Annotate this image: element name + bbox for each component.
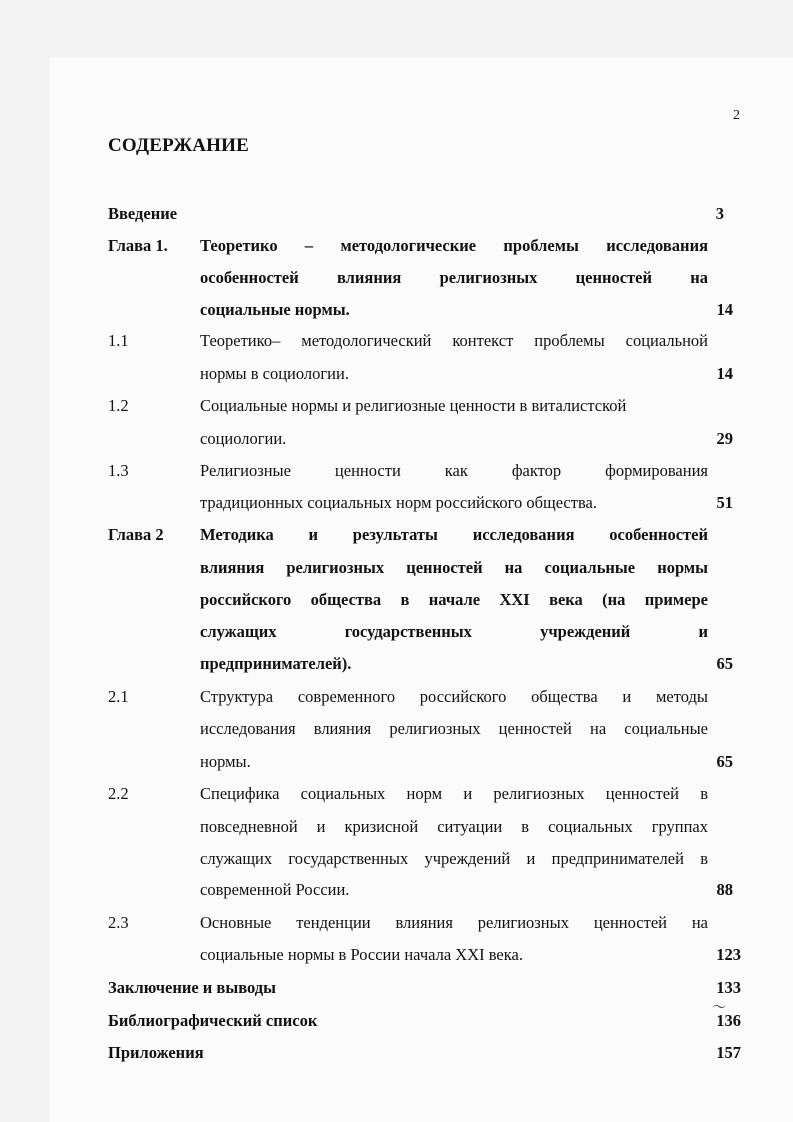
- toc-line: Социальные нормы и религиозные ценности в виталистской: [200, 396, 627, 415]
- toc-line: Теоретико– методологический контекст проблемы социальной: [200, 331, 708, 350]
- toc-line: Основные тенденции влияния религиозных ценностей на: [200, 913, 708, 932]
- toc-line: современной России.: [200, 880, 350, 899]
- handwritten-mark-icon: 〜: [712, 1001, 726, 1016]
- toc-line: особенностей влияния религиозных ценностей на: [200, 268, 708, 287]
- toc-label: Глава 1.: [108, 236, 168, 255]
- toc-page: 136: [716, 1011, 741, 1030]
- toc-line: Религиозные ценности как фактор формирования: [200, 461, 708, 480]
- toc-page: 157: [716, 1043, 741, 1062]
- toc-line: исследования влияния религиозных ценностей на социальные: [200, 719, 708, 738]
- toc-label: 1.3: [108, 461, 129, 480]
- toc-page: 14: [716, 300, 733, 319]
- toc-label: 1.1: [108, 331, 129, 350]
- toc-line: влияния религиозных ценностей на социальные нормы: [200, 558, 708, 577]
- toc-line: нормы в социологии.: [200, 364, 349, 383]
- toc-label: Приложения: [108, 1043, 204, 1062]
- toc-line: Теоретико – методологические проблемы исследования: [200, 236, 708, 255]
- toc-line: служащих государственных учреждений и предпринимателей в: [200, 849, 708, 868]
- page-title: СОДЕРЖАНИЕ: [108, 135, 249, 156]
- toc-line: нормы.: [200, 752, 251, 771]
- toc-page: 51: [716, 493, 733, 512]
- toc-page: 29: [716, 429, 733, 448]
- toc-line: Методика и результаты исследования особенностей: [200, 525, 708, 544]
- toc-page: 65: [716, 752, 733, 771]
- toc-line: социальные нормы.: [200, 300, 350, 319]
- toc-line: предпринимателей).: [200, 654, 352, 673]
- toc-line: повседневной и кризисной ситуации в социальных группах: [200, 817, 708, 836]
- toc-label: 2.2: [108, 784, 129, 803]
- toc-line: социальные нормы в России начала XXI века.: [200, 945, 523, 964]
- toc-label: 2.3: [108, 913, 129, 932]
- toc-page: 14: [716, 364, 733, 383]
- toc-page: 65: [716, 654, 733, 673]
- toc-line: традиционных социальных норм российского общества.: [200, 493, 597, 512]
- toc-label: 1.2: [108, 396, 129, 415]
- toc-page: 123: [716, 945, 741, 964]
- toc-line: российского общества в начале XXI века (на примере: [200, 590, 708, 609]
- toc-page: 133: [716, 978, 741, 997]
- toc-line: социологии.: [200, 429, 287, 448]
- toc-line: Специфика социальных норм и религиозных ценностей в: [200, 784, 708, 803]
- toc-label: Введение: [108, 204, 178, 223]
- toc-line: служащих государственных учреждений и: [200, 622, 708, 641]
- toc-label: Глава 2: [108, 525, 164, 544]
- toc-label: Заключение и выводы: [108, 978, 277, 997]
- toc-line: Структура современного российского общества и методы: [200, 687, 708, 706]
- toc-page: 3: [715, 204, 724, 223]
- toc-label: Библиографический список: [108, 1011, 318, 1030]
- toc-label: 2.1: [108, 687, 129, 706]
- toc-page: 88: [716, 880, 733, 899]
- page-number: 2: [733, 108, 740, 123]
